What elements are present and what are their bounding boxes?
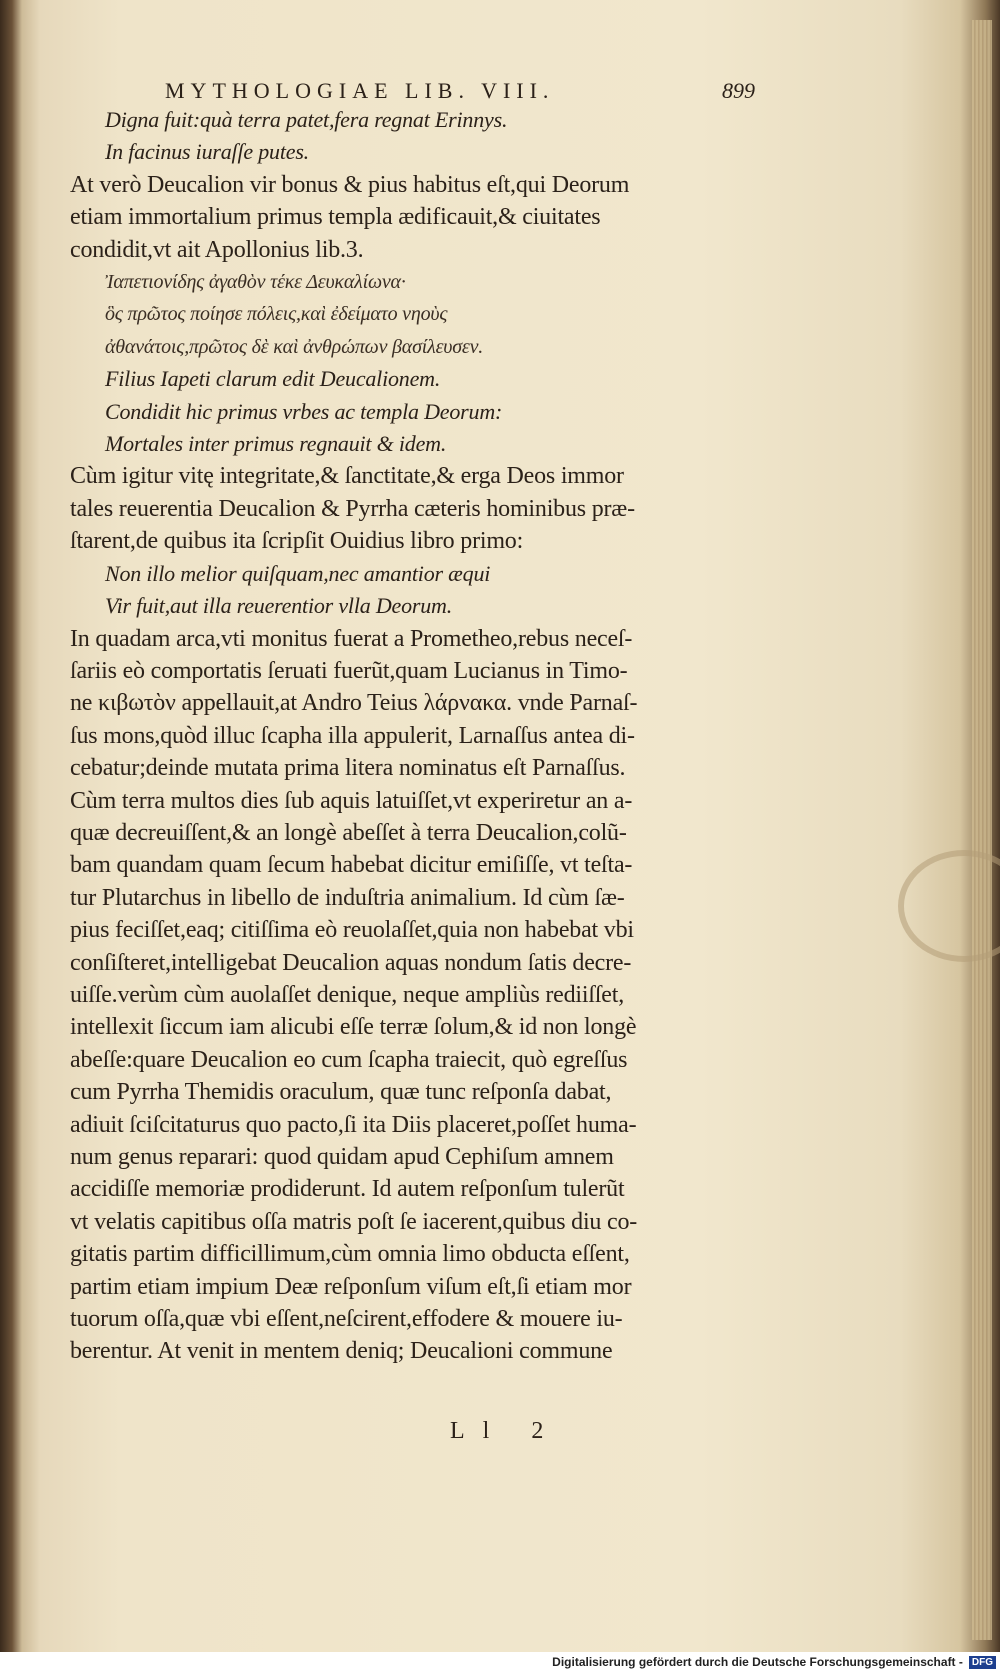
text-line: In quadam arca,vti monitus fuerat a Prometheo,rebus neceſ- <box>70 625 633 652</box>
running-title: MYTHOLOGIAE LIB. VIII. <box>165 78 555 103</box>
text-line: abeſſe:quare Deucalion eo cum ſcapha traiecit, quò egreſſus <box>70 1046 628 1073</box>
text-line: cebatur;deinde mutata prima litera nominatus eſt Parnaſſus. <box>70 755 626 782</box>
folio-number: 899 <box>722 78 755 103</box>
text-line: gitatis partim difficillimum,cùm omnia limo obducta eſſent, <box>70 1241 630 1268</box>
text-line: ſariis eò comportatis ſeruati fuerũt,quam Lucianus in Timo- <box>70 657 628 684</box>
text-line: quæ decreuiſſent,& an longè abeſſet à terra Deucalion,colũ- <box>70 819 627 846</box>
text-line: berentur. At venit in mentem deniq; Deucalioni commune <box>70 1338 613 1365</box>
text-line: ne κιβωτὸν appellauit,at Andro Teius λάρνακα. vnde Parnaſ- <box>70 690 638 717</box>
verse-line: Vir fuit,aut illa reuerentior vlla Deorum. <box>105 593 453 619</box>
verse-line: Condidit hic primus vrbes ac templa Deorum: <box>105 398 503 424</box>
text-line: At verò Deucalion vir bonus & pius habitus eſt,qui Deorum <box>70 171 630 198</box>
text-line: bam quandam quam ſecum habebat dicitur emiſiſſe, vt teſta- <box>70 852 633 879</box>
verse-line: In facinus iuraſſe putes. <box>105 139 309 165</box>
text-line: partim etiam impium Deæ reſponſum viſum eſt,ſi etiam mor <box>70 1273 632 1300</box>
dfg-logo-icon: DFG <box>969 1656 996 1669</box>
greek-verse-line: ἀθανάτοις,πρῶτος δὲ καὶ ἀνθρώπων βασίλευσεν. <box>105 335 484 358</box>
text-line: accidiſſe memoriæ prodiderunt. Id autem reſponſum tulerũt <box>70 1176 625 1203</box>
page-edges <box>972 20 992 1640</box>
text-line: vt velatis capitibus oſſa matris poſt ſe iacerent,quibus diu co- <box>70 1208 638 1235</box>
text-line: pius feciſſet,eaq; citiſſima eò reuolaſſet,quia non habebat vbi <box>70 917 634 944</box>
signature-mark: Ll 2 <box>450 1418 562 1444</box>
text-line: ſus mons,quòd illuc ſcapha illa appulerit, Larnaſſus antea di- <box>70 722 635 749</box>
verse-line: Digna fuit:quà terra patet,fera regnat Erinnys. <box>105 107 508 132</box>
page-text <box>70 78 790 1368</box>
text-line: ſtarent,de quibus ita ſcripſit Ouidius libro primo: <box>70 528 524 555</box>
verse-line: Filius Iapeti clarum edit Deucalionem. <box>105 366 441 392</box>
text-line: adiuit ſciſcitaturus quo pacto,ſi ita Diis placeret,poſſet huma- <box>70 1111 637 1138</box>
digitization-footer <box>0 1652 1000 1672</box>
text-line: intellexit ſiccum iam alicubi eſſe terræ ſolum,& id non longè <box>70 1014 637 1041</box>
text-line: cum Pyrrha Themidis oraculum, quæ tunc reſponſa dabat, <box>70 1079 612 1106</box>
verse-line: Mortales inter primus regnauit & idem. <box>105 431 447 457</box>
book-clasp <box>898 850 1000 962</box>
footer-credit: Digitalisierung gefördert durch die Deutsche Forschungsgemeinschaft - <box>552 1655 963 1669</box>
greek-verse-line: Ἰαπετιονίδης ἀγαθὸν τέκε Δευκαλίωνα· <box>105 271 406 294</box>
text-line: condidit,vt ait Apollonius lib.3. <box>70 236 364 263</box>
text-line: Cùm igitur vitę integritate,& ſanctitate,& erga Deos immor <box>70 463 624 490</box>
text-line: uiſſe.verùm cùm auolaſſet denique, neque ampliùs rediiſſet, <box>70 981 625 1008</box>
text-line: Cùm terra multos dies ſub aquis latuiſſet,vt experiretur an a- <box>70 787 633 814</box>
greek-verse-line: ὃς πρῶτος ποίησε πόλεις,καὶ ἐδείματο νηοὺς <box>105 303 448 326</box>
text-line: num genus reparari: quod quidam apud Cephiſum amnem <box>70 1144 614 1170</box>
running-header <box>165 78 755 104</box>
text-line: tuorum oſſa,quæ vbi eſſent,neſcirent,effodere & mouere iu- <box>70 1306 623 1333</box>
text-line: conſiſteret,intelligebat Deucalion aquas nondum ſatis decre- <box>70 949 632 976</box>
text-line: etiam immortalium primus templa ædificauit,& ciuitates <box>70 204 601 231</box>
text-line: tur Plutarchus in libello de induſtria animalium. Id cùm ſæ- <box>70 884 625 911</box>
verse-line: Non illo melior quiſquam,nec amantior æqui <box>105 560 491 586</box>
text-line: tales reuerentia Deucalion & Pyrrha cæteris hominibus præ- <box>70 495 635 522</box>
text-lines <box>70 104 790 1368</box>
